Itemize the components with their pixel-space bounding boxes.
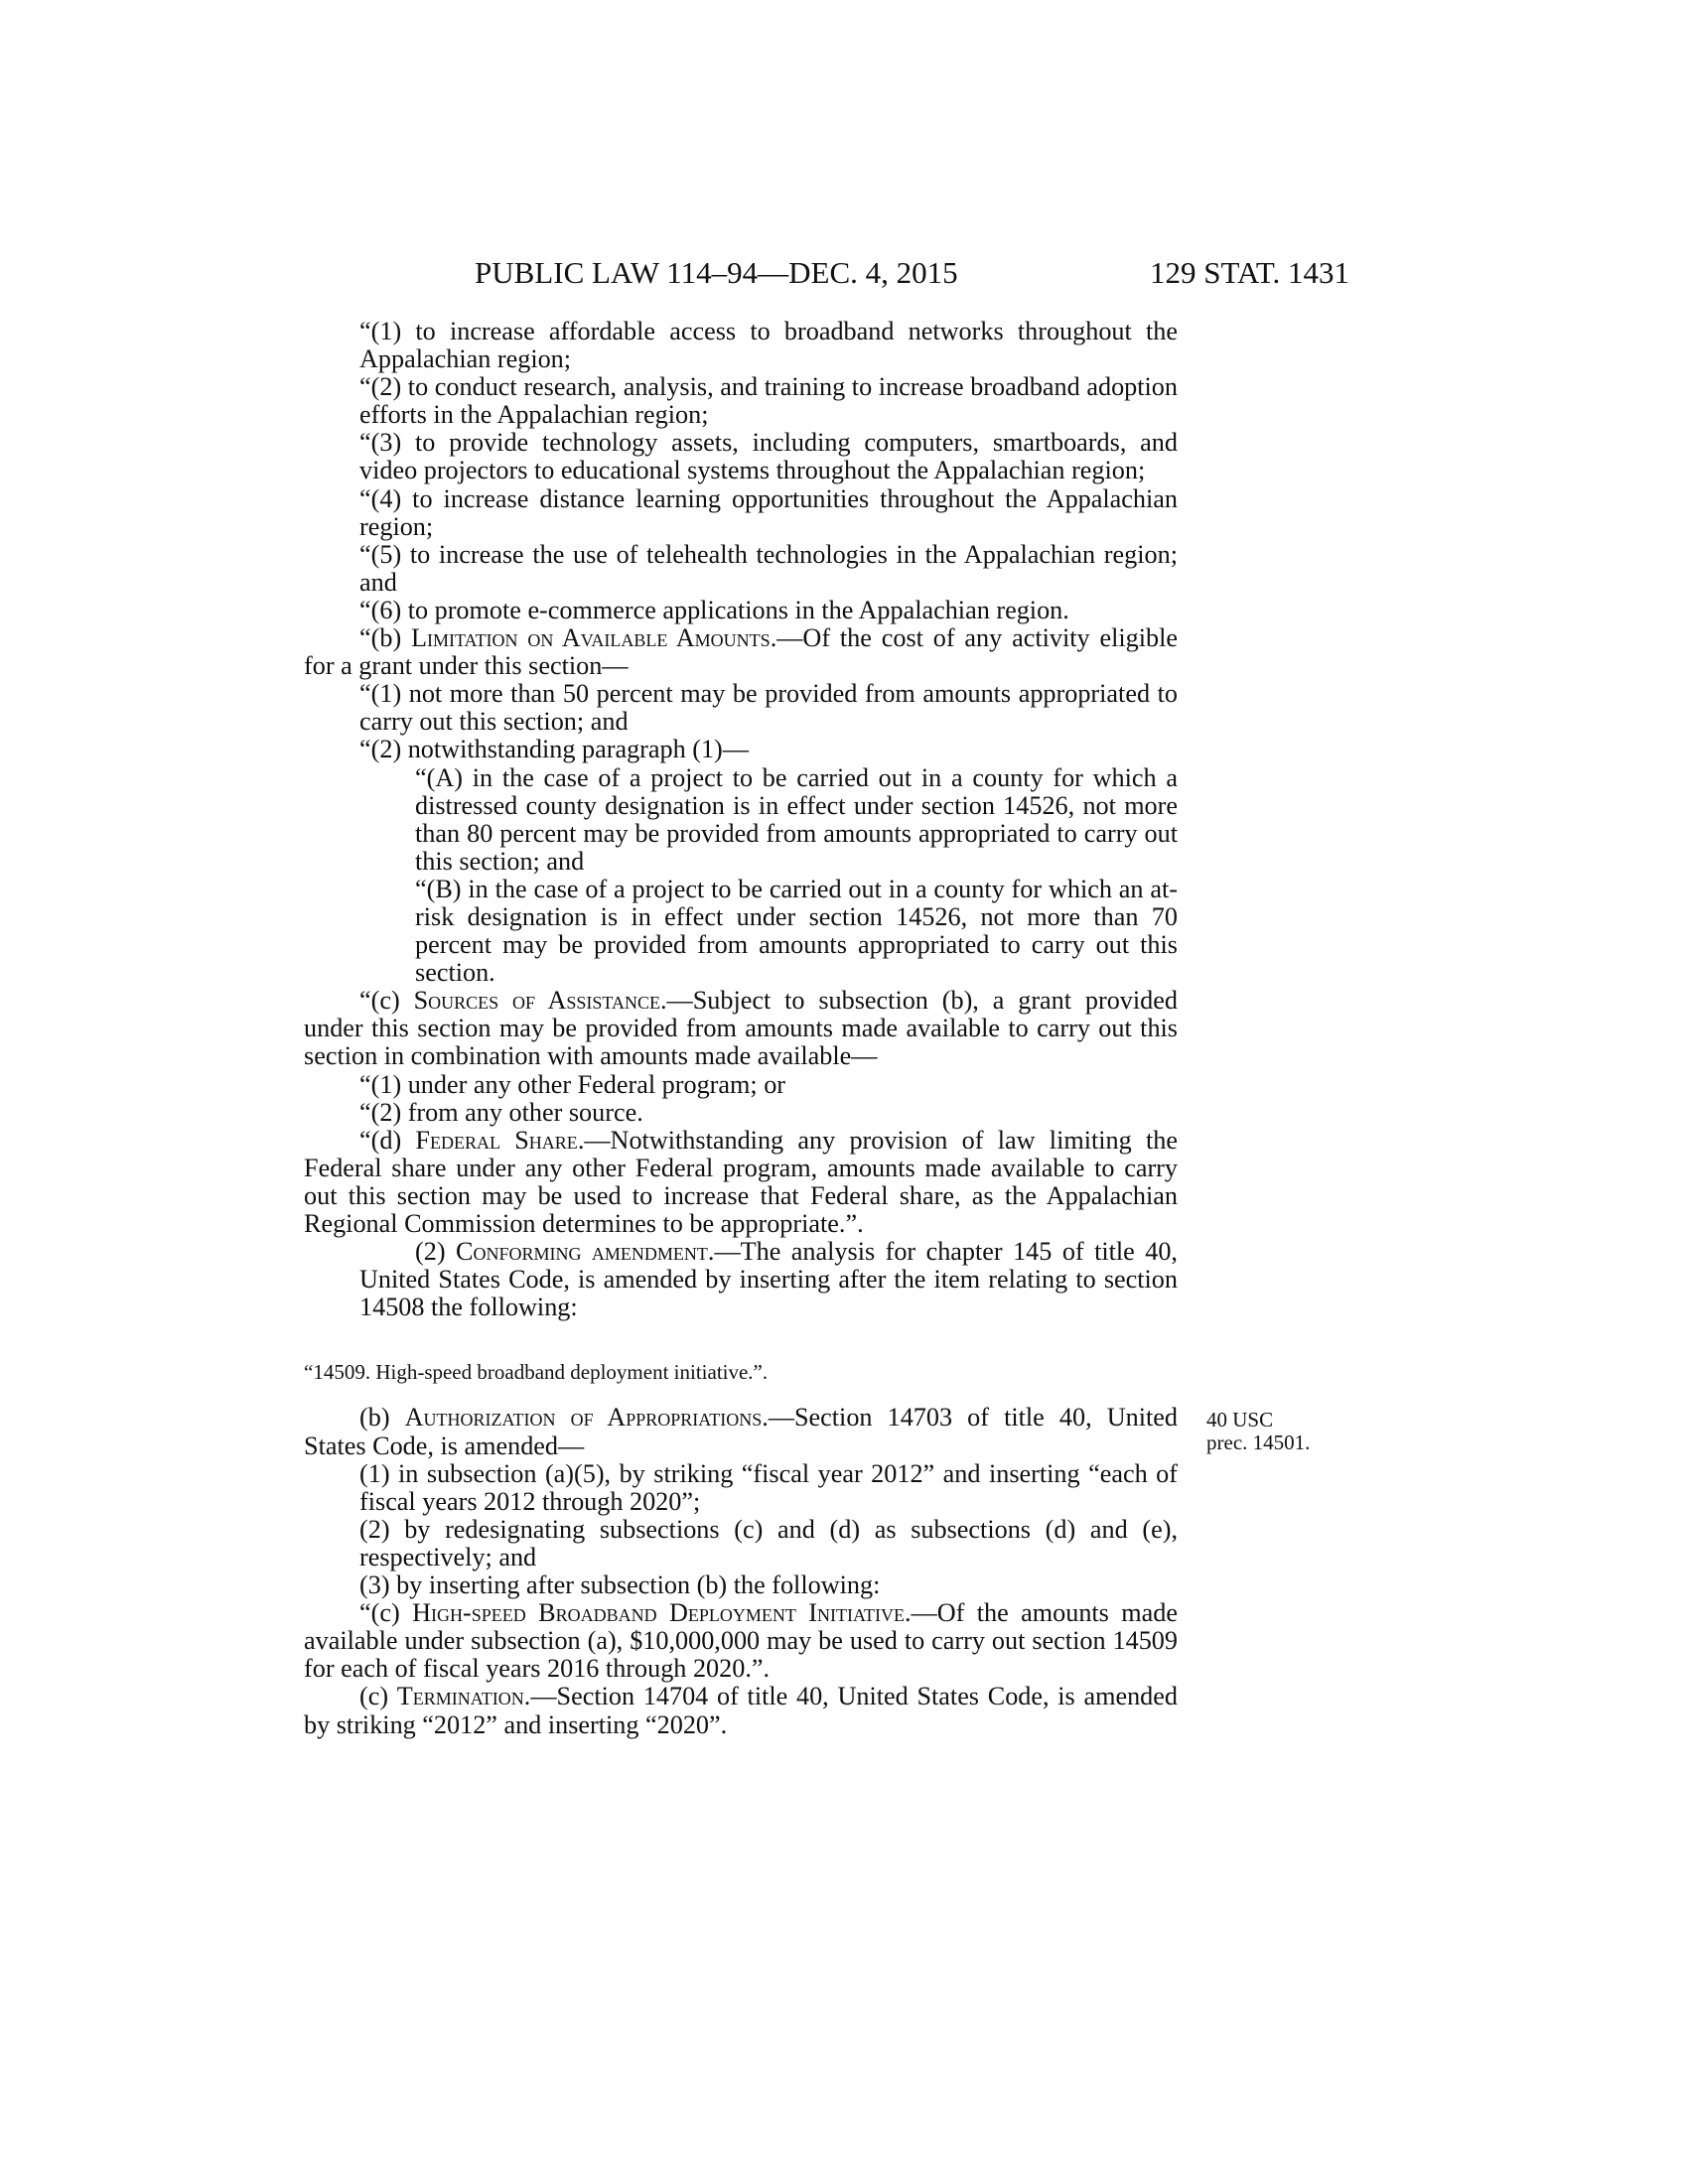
running-header-title: PUBLIC LAW 114–94—DEC. 4, 2015 [475, 255, 958, 290]
paragraph-a1: “(1) to increase affordable access to broadband networks throughout the Appalachian region; [359, 317, 1178, 374]
paragraph-b1: “(1) not more than 50 percent may be provided from amounts appropriated to carry out this section; and [359, 679, 1178, 737]
authorization-item-1: (1) in subsection (a)(5), by striking “fiscal year 2012” and inserting “each of fiscal years 2012 through 2020”; [359, 1458, 1178, 1516]
paragraph-a2: “(2) to conduct research, analysis, and training to increase broadband adoption efforts in the Appalachian region; [359, 372, 1178, 430]
conforming-amendment-label: (2) [415, 1237, 456, 1267]
termination [304, 1683, 1178, 1738]
subsection-c-heading: Sources of Assistance [413, 986, 660, 1016]
paragraph-a6: “(6) to promote e-commerce applications in the Appalachian region. [359, 595, 1069, 624]
subsection-b-text: .—Of the cost of any activity eligible for a grant under this section— [304, 623, 1178, 681]
authorization-label: (b) [359, 1403, 405, 1433]
conforming-amendment [304, 1238, 1178, 1321]
authorization-text: .—Section 14703 of title 40, United States Code, is amended— [304, 1403, 1178, 1460]
conforming-amendment-heading: Conforming amendment [455, 1237, 708, 1267]
subsection-d-text: .—Notwithstanding any provision of law limiting the Federal share under any other Federal program, amounts made available to carry out this section may be used to increase that Federal share, as the Appalachian Regional Commission determines to be appropriate.”. [304, 1125, 1178, 1238]
authorization-item-3: (3) by inserting after subsection (b) the following: [359, 1570, 881, 1600]
initiative-heading: High-speed Broadband Deployment Initiative [412, 1598, 905, 1628]
subsection-b [304, 624, 1178, 680]
authorization-of-appropriations [304, 1404, 1178, 1459]
subsection-d-heading: Federal Share [415, 1125, 578, 1155]
paragraph-b2: “(2) notwithstanding paragraph (1)— [359, 735, 749, 764]
margin-citation-note [1206, 1409, 1310, 1454]
authorization-item-2: (2) by redesignating subsections (c) and (d) as subsections (d) and (e), respectively; and [359, 1514, 1178, 1571]
paragraph-c2: “(2) from any other source. [359, 1097, 643, 1127]
subsection-c-text: .—Subject to subsection (b), a grant provided under this section may be provided from amounts made available to carry out this section in combination with amounts made available— [304, 986, 1178, 1071]
paragraph-a4: “(4) to increase distance learning opportunities throughout the Appalachian region; [359, 483, 1178, 541]
paragraph-c1: “(1) under any other Federal program; or [359, 1069, 786, 1099]
subsection-b-heading: Limitation on Available Amounts [411, 623, 771, 653]
termination-text: .—Section 14704 of title 40, United States Code, is amended by striking “2012” and inserting “2020”. [304, 1682, 1178, 1739]
subparagraph-bA: “(A) in the case of a project to be carried out in a county for which a distressed county designation is in effect under section 14526, not more than 80 percent may be provided from amounts appropriated to carry out this section; and [415, 762, 1178, 876]
margin-note-line-2: prec. 14501. [1206, 1431, 1311, 1454]
conforming-amendment-text: .—The analysis for chapter 145 of title 40, United States Code, is amended by inserting after the item relating to section 14508 the following: [359, 1237, 1178, 1322]
high-speed-broadband-initiative [304, 1599, 1178, 1683]
subsection-c-label: “(c) [359, 986, 414, 1016]
initiative-label: “(c) [359, 1598, 413, 1628]
subsection-d [304, 1127, 1178, 1238]
paragraph-a3: “(3) to provide technology assets, including computers, smartboards, and video projectors to educational systems throughout the Appalachian region; [359, 428, 1178, 485]
table-of-contents-entry: “14509. High-speed broadband deployment initiative.”. [304, 1360, 769, 1385]
paragraph-a5: “(5) to increase the use of telehealth technologies in the Appalachian region; and [359, 539, 1178, 597]
statute-page-number: 129 STAT. 1431 [1150, 255, 1350, 290]
termination-label: (c) [359, 1682, 397, 1711]
authorization-heading: Authorization of Appropriations [404, 1403, 763, 1433]
margin-note-line-1: 40 USC [1206, 1408, 1274, 1432]
subsection-c [304, 987, 1178, 1070]
subparagraph-bB: “(B) in the case of a project to be carried out in a county for which an at-risk designation is in effect under section 14526, not more than 70 percent may be provided from amounts appropriated to carry out this section. [415, 874, 1178, 988]
termination-heading: Termination [396, 1682, 524, 1711]
initiative-text: .—Of the amounts made available under subsection (a), $10,000,000 may be used to carry out section 14509 for each of fiscal years 2016 through 2020.”. [304, 1598, 1178, 1684]
subsection-b-label: “(b) [359, 623, 412, 653]
law-text-body [304, 318, 1178, 1739]
subsection-d-label: “(d) [359, 1125, 416, 1155]
